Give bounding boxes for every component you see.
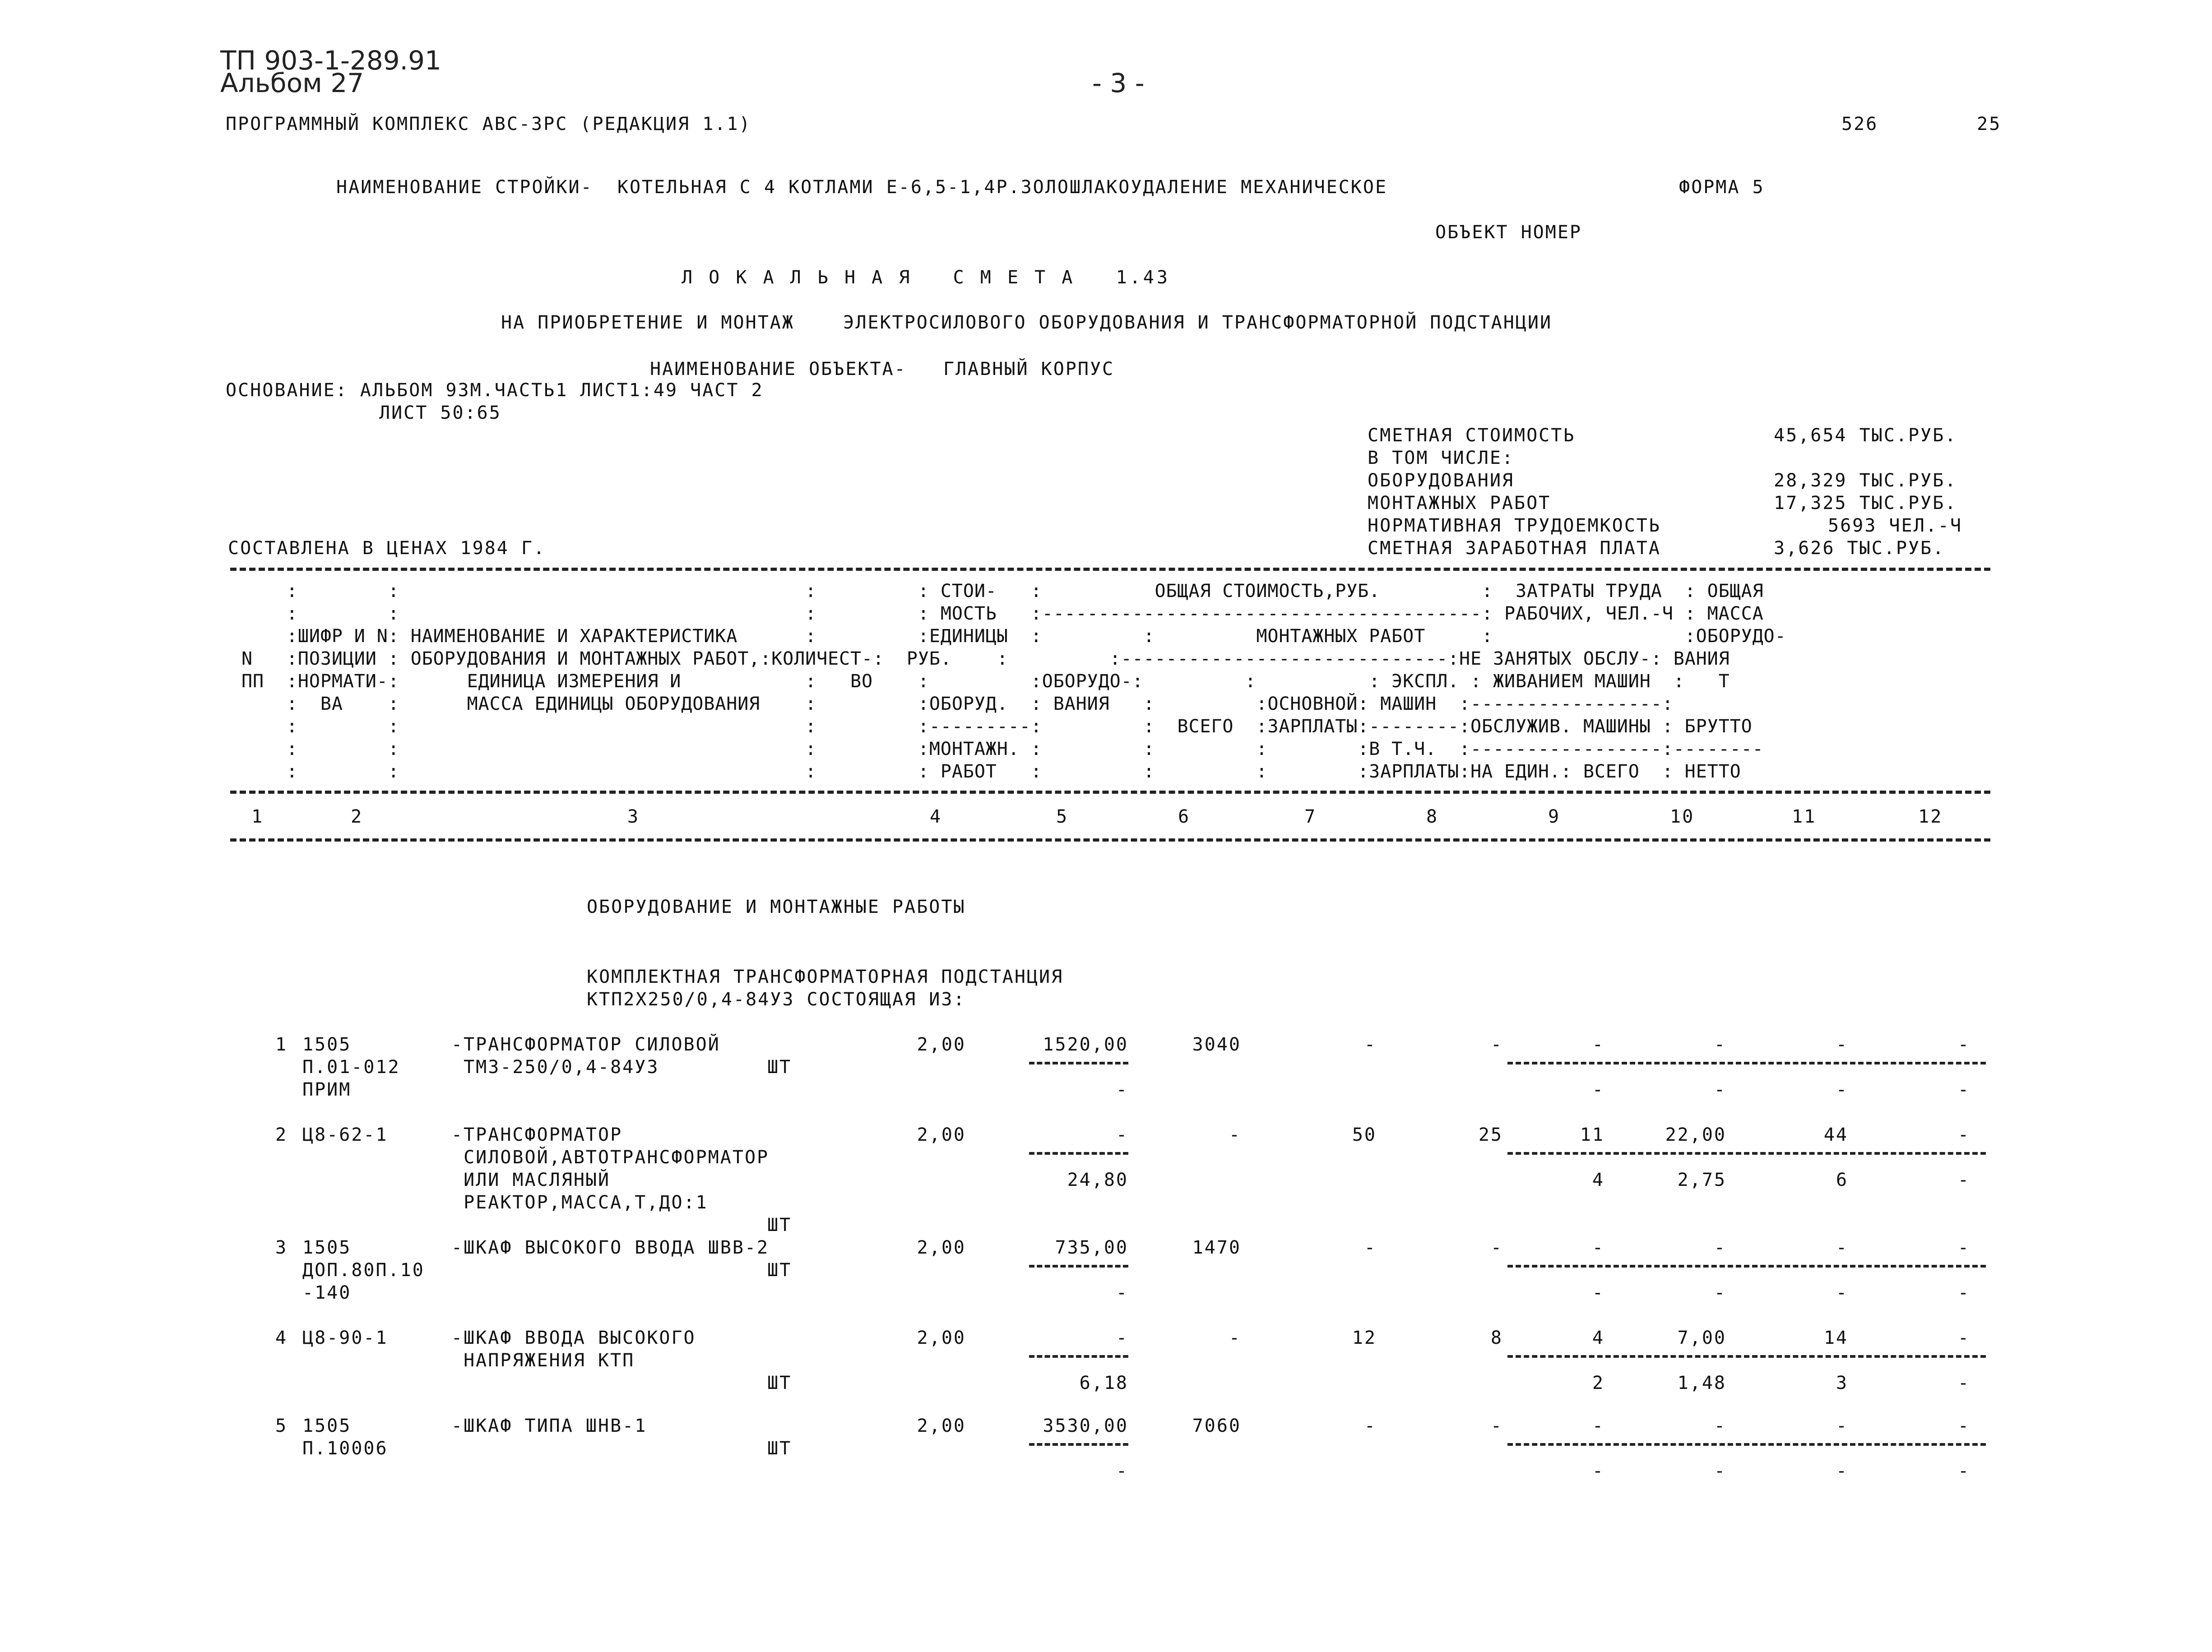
labour-unit-top: 7,00	[1677, 1328, 1726, 1348]
table-header-line: : : : : СТОИ- : ОБЩАЯ СТОИМОСТЬ,РУБ. : ЗАТРАТЫ ТРУДА : ОБЩАЯ	[230, 581, 1764, 602]
total-mounting: -	[1364, 1237, 1377, 1258]
expl-machines-bottom: -	[1592, 1079, 1605, 1100]
column-number: 7	[1304, 806, 1317, 827]
total-equipment: -	[1229, 1328, 1241, 1348]
quantity: 2,00	[917, 1237, 966, 1258]
table-header-line: N :ПОЗИЦИИ : ОБОРУДОВАНИЯ И МОНТАЖНЫХ РАБОТ,:КОЛИЧЕСТ-: РУБ. : :-----------------------------:НЕ ЗАНЯТЫХ ОБСЛУ-: ВАНИЯ	[230, 648, 1730, 669]
column-number: 9	[1548, 806, 1561, 827]
mass-top: -	[1957, 1416, 1970, 1436]
unit-price-mounting: 6,18	[1079, 1373, 1128, 1393]
unit-price-equipment: -	[1116, 1328, 1128, 1348]
expl-machines-bottom: 4	[1592, 1170, 1605, 1190]
table-top-rule	[230, 568, 1990, 571]
unit-price-divider	[1029, 1152, 1128, 1155]
labour-unit-top: 22,00	[1665, 1124, 1726, 1145]
row-number: 1	[275, 1034, 288, 1055]
item-name: ТМЗ-250/0,4-84У3	[451, 1057, 659, 1078]
table-header-line: ПП :НОРМАТИ-: ЕДИНИЦА ИЗМЕРЕНИЯ И : ВО : :ОБОРУДО-: : : ЭКСПЛ. : ЖИВАНИЕМ МАШИН : Т	[230, 671, 1730, 692]
section-title: ОБОРУДОВАНИЕ И МОНТАЖНЫЕ РАБОТЫ	[587, 897, 966, 917]
unit-price-equipment: 735,00	[1055, 1237, 1128, 1258]
table-header-line: : : : :---------: : ВСЕГО :ЗАРПЛАТЫ:--------:ОБСЛУЖИВ. МАШИНЫ : БРУТТО	[230, 716, 1753, 737]
group-title: КОМПЛЕКТНАЯ ТРАНСФОРМАТОРНАЯ ПОДСТАНЦИЯ	[587, 967, 1064, 987]
item-name: -ШКАФ ТИПА ШНВ-1	[451, 1416, 647, 1436]
page-subtitle: НА ПРИОБРЕТЕНИЕ И МОНТАЖ ЭЛЕКТРОСИЛОВОГО ОБОРУДОВАНИЯ И ТРАНСФОРМАТОРНОЙ ПОДСТАНЦИИ	[501, 312, 1553, 333]
position-code: Ц8-90-1	[302, 1328, 388, 1348]
unit-price-mounting: 24,80	[1067, 1170, 1128, 1190]
summary-label: СМЕТНАЯ СТОИМОСТЬ	[1368, 425, 1576, 446]
summary-value: 3,626 ТЫС.РУБ.	[1774, 538, 1945, 559]
item-name: НАПРЯЖЕНИЯ КТП	[451, 1350, 635, 1371]
summary-value: 17,325 ТЫС.РУБ.	[1774, 493, 1957, 514]
total-mounting: 50	[1352, 1124, 1377, 1145]
labour-all-bottom: 3	[1836, 1373, 1848, 1393]
row-number: 3	[275, 1237, 288, 1258]
row-divider	[1507, 1265, 1986, 1268]
item-name: ИЛИ МАСЛЯНЫЙ	[451, 1170, 611, 1190]
column-number: 12	[1918, 806, 1943, 827]
unit-price-mounting: -	[1116, 1461, 1128, 1481]
labour-all-top: -	[1836, 1416, 1848, 1436]
labour-all-bottom: -	[1836, 1461, 1848, 1481]
position-code: ПРИМ	[302, 1079, 352, 1100]
expl-machines-top: 4	[1592, 1328, 1605, 1348]
wage-total: -	[1490, 1237, 1503, 1258]
labour-all-top: 14	[1823, 1328, 1848, 1348]
doc-code: ТП 903-1-289.91	[220, 45, 441, 76]
unit-price-equipment: -	[1116, 1124, 1128, 1145]
item-name: СИЛОВОЙ,АВТОТРАНСФОРМАТОР	[451, 1147, 770, 1168]
row-divider	[1507, 1443, 1986, 1446]
right-number-2: 25	[1977, 114, 2002, 134]
labour-all-top: -	[1836, 1237, 1848, 1258]
mass-top: -	[1957, 1124, 1970, 1145]
construction-name: НАИМЕНОВАНИЕ СТРОЙКИ- КОТЕЛЬНАЯ С 4 КОТЛАМИ Е-6,5-1,4Р.ЗОЛОШЛАКОУДАЛЕНИЕ МЕХАНИЧЕСКОЕ	[336, 177, 1388, 198]
quantity: 2,00	[917, 1328, 966, 1348]
labour-all-bottom: -	[1836, 1282, 1848, 1303]
quantity: 2,00	[917, 1034, 966, 1055]
labour-unit-bottom: -	[1714, 1079, 1726, 1100]
labour-all-top: 44	[1823, 1124, 1848, 1145]
expl-machines-top: -	[1592, 1237, 1605, 1258]
item-name: -ТРАНСФОРМАТОР СИЛОВОЙ	[451, 1034, 720, 1055]
unit-of-measure: ШТ	[767, 1260, 792, 1281]
summary-label: СМЕТНАЯ ЗАРАБОТНАЯ ПЛАТА	[1368, 538, 1661, 559]
mass-bottom: -	[1957, 1079, 1970, 1100]
group-title: КТП2Х250/0,4-84У3 СОСТОЯЩАЯ ИЗ:	[587, 989, 966, 1010]
total-equipment: -	[1229, 1124, 1241, 1145]
summary-value: 28,329 ТЫС.РУБ.	[1774, 470, 1957, 491]
mass-bottom: -	[1957, 1282, 1970, 1303]
unit-price-mounting: -	[1116, 1282, 1128, 1303]
labour-all-bottom: 6	[1836, 1170, 1848, 1190]
mass-top: -	[1957, 1237, 1970, 1258]
mass-bottom: -	[1957, 1373, 1970, 1393]
unit-price-equipment: 1520,00	[1043, 1034, 1128, 1055]
position-code: П.01-012	[302, 1057, 400, 1078]
summary-label: НОРМАТИВНАЯ ТРУДОЕМКОСТЬ	[1368, 515, 1661, 536]
column-number: 3	[627, 806, 640, 827]
mass-top: -	[1957, 1034, 1970, 1055]
wage-total: 25	[1478, 1124, 1503, 1145]
total-mounting: -	[1364, 1034, 1377, 1055]
position-code: Ц8-62-1	[302, 1124, 388, 1145]
album-label: Альбом 27	[220, 68, 364, 98]
position-code: 1505	[302, 1237, 352, 1258]
form-label: ФОРМА 5	[1679, 177, 1765, 198]
position-code: -140	[302, 1282, 352, 1303]
total-equipment: 1470	[1192, 1237, 1241, 1258]
table-header-line: : : : :МОНТАЖН. : : : :В Т.Ч. :-----------------:--------	[230, 739, 1764, 759]
row-divider	[1507, 1152, 1986, 1155]
unit-price-equipment: 3530,00	[1043, 1416, 1128, 1436]
right-number-1: 526	[1841, 114, 1878, 134]
program-name: ПРОГРАММНЫЙ КОМПЛЕКС АВС-3РС (РЕДАКЦИЯ 1.1)	[226, 114, 751, 134]
labour-unit-bottom: -	[1714, 1282, 1726, 1303]
total-mounting: -	[1364, 1416, 1377, 1436]
expl-machines-top: -	[1592, 1416, 1605, 1436]
quantity: 2,00	[917, 1124, 966, 1145]
position-code: ДОП.80П.10	[302, 1260, 425, 1281]
item-name: -ШКАФ ВЫСОКОГО ВВОДА ШВВ-2	[451, 1237, 770, 1258]
unit-of-measure: ШТ	[767, 1438, 792, 1459]
column-number: 2	[339, 806, 376, 827]
unit-price-divider	[1029, 1443, 1128, 1446]
position-code: 1505	[302, 1416, 352, 1436]
table-header-line: : : : : МОСТЬ :---------------------------------------: РАБОЧИХ, ЧЕЛ.-Ч : МАССА	[230, 603, 1764, 624]
labour-unit-bottom: 1,48	[1677, 1373, 1726, 1393]
row-number: 2	[275, 1124, 288, 1145]
page-number: - 3 -	[1092, 68, 1145, 98]
item-name: -ШКАФ ВВОДА ВЫСОКОГО	[451, 1328, 696, 1348]
total-mounting: 12	[1352, 1328, 1377, 1348]
expl-machines-bottom: -	[1592, 1282, 1605, 1303]
column-number: 10	[1670, 806, 1695, 827]
unit-of-measure: ШТ	[767, 1215, 792, 1236]
unit-price-divider	[1029, 1062, 1128, 1064]
mass-bottom: -	[1957, 1170, 1970, 1190]
column-number: 5	[1056, 806, 1069, 827]
basis-line-2: ЛИСТ 50:65	[379, 403, 501, 423]
basis-line-1: ОСНОВАНИЕ: АЛЬБОМ 93М.ЧАСТЬ1 ЛИСТ1:49 ЧАСТ 2	[226, 380, 764, 401]
table-header-line: : ВА : МАССА ЕДИНИЦЫ ОБОРУДОВАНИЯ : :ОБОРУД. : ВАНИЯ : :ОСНОВНОЙ: МАШИН :-----------------:	[230, 694, 1674, 714]
labour-unit-top: -	[1714, 1237, 1726, 1258]
summary-value: 45,654 ТЫС.РУБ.	[1774, 425, 1957, 446]
row-number: 4	[275, 1328, 288, 1348]
header-rule	[230, 791, 1990, 794]
summary-label: ОБОРУДОВАНИЯ	[1368, 470, 1514, 491]
table-header-line: : : : : РАБОТ : : : :ЗАРПЛАТЫ:НА ЕДИН.: ВСЕГО : НЕТТО	[230, 761, 1741, 782]
total-equipment: 7060	[1192, 1416, 1241, 1436]
unit-of-measure: ШТ	[767, 1057, 792, 1078]
row-number: 5	[275, 1416, 288, 1436]
mass-top: -	[1957, 1328, 1970, 1348]
labour-unit-bottom: -	[1714, 1461, 1726, 1481]
position-code: П.10006	[302, 1438, 388, 1459]
summary-label: В ТОМ ЧИСЛЕ:	[1368, 448, 1514, 468]
object-name: НАИМЕНОВАНИЕ ОБЪЕКТА- ГЛАВНЫЙ КОРПУС	[650, 359, 1115, 379]
column-number: 8	[1426, 806, 1439, 827]
total-equipment: 3040	[1192, 1034, 1241, 1055]
summary-value: 5693 ЧЕЛ.-Ч	[1828, 515, 1962, 536]
wage-total: -	[1490, 1416, 1503, 1436]
labour-all-bottom: -	[1836, 1079, 1848, 1100]
row-divider	[1507, 1355, 1986, 1358]
quantity: 2,00	[917, 1416, 966, 1436]
unit-of-measure: ШТ	[767, 1373, 792, 1393]
object-number-label: ОБЪЕКТ НОМЕР	[1435, 222, 1582, 243]
expl-machines-top: 11	[1580, 1124, 1605, 1145]
column-numbers-rule	[230, 838, 1990, 842]
labour-unit-top: -	[1714, 1416, 1726, 1436]
column-number: 6	[1178, 806, 1191, 827]
position-code: 1505	[302, 1034, 352, 1055]
item-name: -ТРАНСФОРМАТОР	[451, 1124, 623, 1145]
summary-label: МОНТАЖНЫХ РАБОТ	[1368, 493, 1551, 514]
labour-unit-top: -	[1714, 1034, 1726, 1055]
expl-machines-bottom: 2	[1592, 1373, 1605, 1393]
column-number: 1	[239, 806, 276, 827]
unit-price-mounting: -	[1116, 1079, 1128, 1100]
expl-machines-top: -	[1592, 1034, 1605, 1055]
column-number: 11	[1792, 806, 1817, 827]
table-header-line: :ШИФР И N: НАИМЕНОВАНИЕ И ХАРАКТЕРИСТИКА : :ЕДИНИЦЫ : : МОНТАЖНЫХ РАБОТ : :ОБОРУДО-	[230, 626, 1786, 647]
unit-price-divider	[1029, 1265, 1128, 1268]
labour-unit-bottom: 2,75	[1677, 1170, 1726, 1190]
page-title: Л О К А Л Ь Н А Я С М Е Т А 1.43	[682, 267, 1170, 288]
column-number: 4	[930, 806, 942, 827]
labour-all-top: -	[1836, 1034, 1848, 1055]
wage-total: -	[1490, 1034, 1503, 1055]
item-name: РЕАКТОР,МАССА,Т,ДО:1	[451, 1192, 708, 1213]
unit-price-divider	[1029, 1355, 1128, 1358]
expl-machines-bottom: -	[1592, 1461, 1605, 1481]
mass-bottom: -	[1957, 1461, 1970, 1481]
row-divider	[1507, 1062, 1986, 1064]
wage-total: 8	[1490, 1328, 1503, 1348]
prices-year: СОСТАВЛЕНА В ЦЕНАХ 1984 Г.	[228, 538, 546, 559]
